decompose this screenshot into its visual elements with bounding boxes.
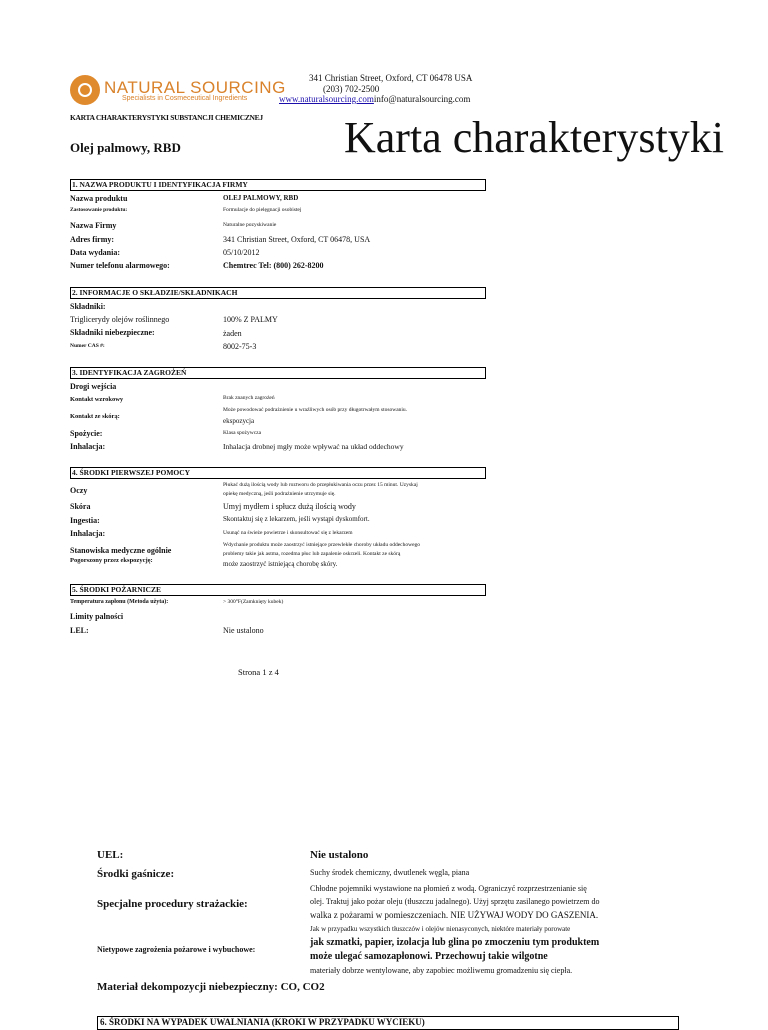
flammability-limits-label: Limity palności	[70, 612, 124, 621]
medical-conditions-value-cont: problemy takie jak astma, rozedma płuc lub zapalenie oskrzeli. Kontakt ze skórą	[223, 551, 401, 557]
unusual-hazards-value: Jak w przypadku wszystkich tłuszczów i olejów nienasyconych, niektóre materiały porowate	[310, 925, 571, 933]
special-procedures-value-2: olej. Traktuj jako pożar oleju (tłuszczu jadalnego). Użyj sprzętu zasilanego powietrzem do	[310, 897, 600, 906]
medical-conditions-label: Stanowiska medyczne ogólnie	[70, 546, 172, 555]
brand-tagline: Specialists in Cosmeceutical Ingredients	[122, 95, 248, 102]
skin-contact-value: Może powodować podrażnienie u wrażliwych osób przy długotrwałym stosowaniu.	[223, 407, 408, 413]
first-aid-eyes-label: Oczy	[70, 486, 88, 495]
product-name-value: OLEJ PALMOWY, RBD	[223, 194, 299, 202]
section-4-heading: 4. ŚRODKI PIERWSZEJ POMOCY	[70, 467, 486, 479]
company-name-label: Nazwa Firmy	[70, 221, 117, 230]
emergency-phone-value: Chemtrec Tel: (800) 262-8200	[223, 261, 324, 270]
section-1-heading: 1. NAZWA PRODUKTU I IDENTYFIKACJA FIRMY	[70, 179, 486, 191]
logo-icon	[70, 75, 100, 105]
first-aid-inhalation-label: Inhalacja:	[70, 529, 106, 538]
company-email: info@naturalsourcing.com	[373, 94, 471, 104]
unusual-hazards-value-4: materiały dobrze wentylowane, aby zapobiec możliwemu gromadzeniu się ciepła.	[310, 966, 573, 975]
skin-contact-value-cont: ekspozycja	[223, 417, 255, 425]
first-aid-ingestion-value: Skontaktuj się z lekarzem, jeśli wystąpi dyskomfort.	[223, 515, 370, 523]
flash-point-value: > 300°F(Zamknięty kubek)	[223, 599, 284, 605]
inhalation-value: Inhalacja drobnej mgły może wpływać na układ oddechowy	[223, 442, 404, 451]
section-2-heading: 2. INFORMACJE O SKŁADZIE/SKŁADNIKACH	[70, 287, 486, 299]
medical-conditions-value-end: może zaostrzyć istniejącą chorobę skóry.	[223, 560, 338, 568]
ingestion-label: Spożycie:	[70, 429, 103, 438]
lel-label: LEL:	[70, 626, 89, 635]
section-5-heading: 5. ŚRODKI POŻARNICZE	[70, 584, 486, 596]
company-address-value: 341 Christian Street, Oxford, CT 06478, USA	[223, 235, 371, 244]
page-number: Strona 1 z 4	[238, 667, 279, 677]
special-procedures-label: Specjalne procedury strażackie:	[97, 898, 248, 910]
ingestion-value: Klasa spożywcza	[223, 430, 262, 436]
product-use-label: Zastosowanie produktu:	[70, 207, 128, 213]
hazardous-decomposition-label: Materiał dekompozycji niebezpieczny: CO, CO2	[97, 981, 325, 993]
unusual-hazards-value-3: może ulegać samozapłonowi. Przechowuj takie wilgotne	[310, 951, 548, 962]
company-address-label: Adres firmy:	[70, 235, 115, 244]
ingredients-label: Składniki:	[70, 302, 106, 311]
unusual-hazards-value-2: jak szmatki, papier, izolacja lub glina po zmoczeniu tym produktem	[310, 937, 600, 948]
cas-number-label: Numer CAS #:	[70, 343, 105, 349]
special-procedures-value-3: walka z pożarami w pomieszczeniach. NIE UŻYWAJ WODY DO GASZENIA.	[310, 910, 599, 920]
extinguishing-media-value: Suchy środek chemiczny, dwutlenek węgla, piana	[310, 868, 470, 877]
company-phone: (203) 702-2500	[323, 84, 380, 94]
company-name-value: Naturalne pozyskiwanie	[223, 222, 277, 228]
inhalation-label: Inhalacja:	[70, 442, 106, 451]
website-link[interactable]: www.naturalsourcing.com	[279, 94, 374, 104]
eye-contact-label: Kontakt wzrokowy	[70, 396, 124, 403]
triglycerides-label: Triglicerydy olejów roślinnego	[70, 315, 170, 324]
brand-name: NATURAL SOURCING	[104, 78, 286, 97]
routes-of-entry-label: Drogi wejścia	[70, 382, 117, 391]
first-aid-eyes-value-cont: opiekę medyczną, jeśli podrażnienie utrzymuje się.	[223, 491, 336, 497]
extinguishing-media-label: Środki gaśnicze:	[97, 868, 175, 880]
first-aid-eyes-value: Płukać dużą ilością wody lub roztworu do przepłukiwania oczu przez 15 minut. Uzyskaj	[223, 482, 418, 488]
uel-value: Nie ustalono	[310, 849, 369, 861]
page-title: Karta charakterystyki	[344, 113, 724, 162]
issue-date-label: Data wydania:	[70, 248, 121, 257]
first-aid-skin-label: Skóra	[70, 502, 91, 511]
section-3-heading: 3. IDENTYFIKACJA ZAGROŻEŃ	[70, 367, 486, 379]
company-address: 341 Christian Street, Oxford, CT 06478 USA	[309, 73, 473, 83]
special-procedures-value: Chłodne pojemniki wystawione na płomień z wodą. Ograniczyć rozprzestrzenianie się	[310, 884, 587, 893]
flash-point-label: Temperatura zapłonu (Metoda użyta):	[70, 599, 169, 605]
issue-date-value: 05/10/2012	[223, 248, 260, 257]
hazardous-ingredients-label: Składniki niebezpieczne:	[70, 328, 155, 337]
product-title: Olej palmowy, RBD	[70, 140, 181, 155]
lel-value: Nie ustalono	[223, 626, 264, 635]
medical-conditions-value: Wdychanie produktu może zaostrzyć istniejące przewlekłe choroby układu oddechowego	[223, 542, 421, 548]
company-contact	[279, 94, 470, 104]
uel-label: UEL:	[97, 849, 124, 861]
document-type: KARTA CHARAKTERYSTYKI SUBSTANCJI CHEMICZNEJ	[70, 113, 263, 122]
product-name-label: Nazwa produktu	[70, 194, 128, 203]
first-aid-inhalation-value: Usunąć na świeże powietrze i skonsultować się z lekarzem	[223, 530, 353, 536]
product-use-value: Formulacje do pielęgnacji osobistej	[223, 207, 302, 213]
triglycerides-value: 100% Z PALMY	[223, 315, 278, 324]
hazardous-ingredients-value: żaden	[223, 329, 242, 338]
first-aid-ingestion-label: Ingestia:	[70, 516, 100, 525]
emergency-phone-label: Numer telefonu alarmowego:	[70, 261, 170, 270]
aggravated-by-exposure-label: Pogorszony przez ekspozycję:	[70, 557, 153, 564]
first-aid-skin-value: Umyj mydłem i spłucz dużą ilością wody	[223, 502, 356, 511]
section-6-heading: 6. ŚRODKI NA WYPADEK UWALNIANIA (KROKI W PRZYPADKU WYCIEKU)	[97, 1016, 679, 1030]
cas-number-value: 8002-75-3	[223, 342, 257, 351]
unusual-hazards-label: Nietypowe zagrożenia pożarowe i wybuchowe:	[97, 945, 256, 954]
eye-contact-value: Brak znanych zagrożeń	[223, 395, 275, 401]
skin-contact-label: Kontakt ze skórą:	[70, 413, 120, 420]
